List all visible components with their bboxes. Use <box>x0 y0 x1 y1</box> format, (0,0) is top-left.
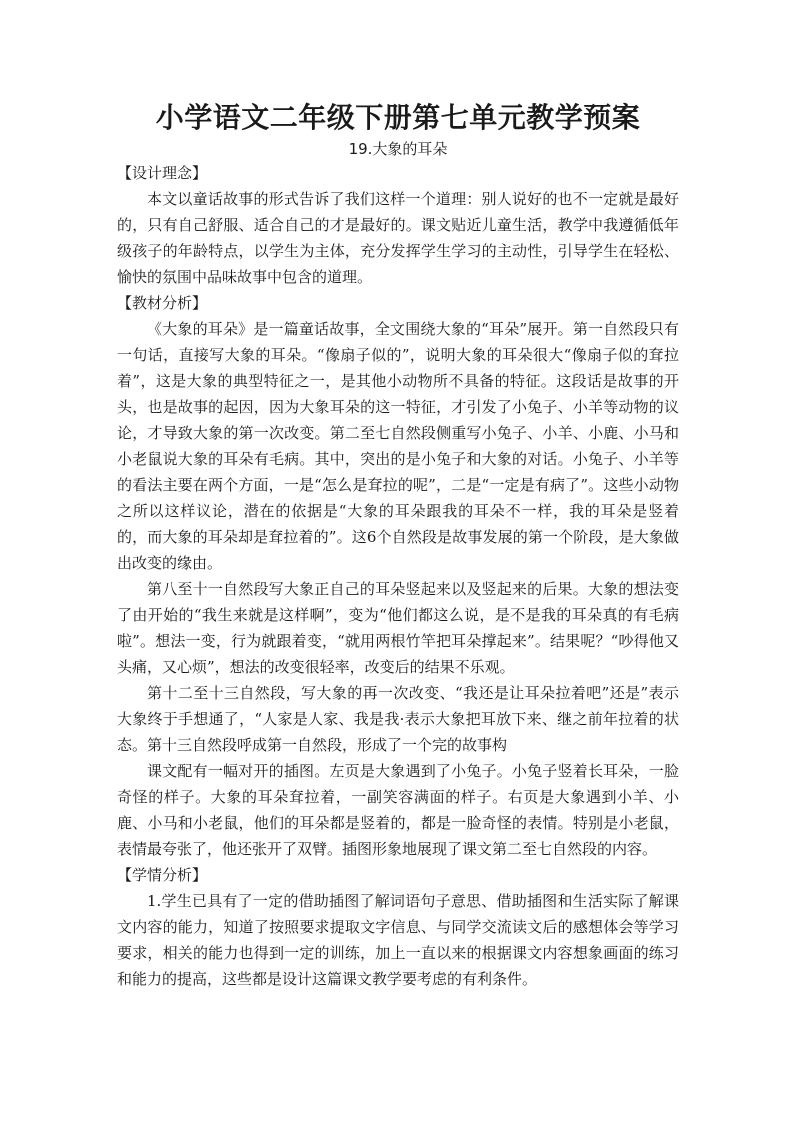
paragraph: 本文以童话故事的形式告诉了我们这样一个道理：别人说好的也不一定就是最好的，只有自己舒服、适合自己的才是最好的。课文贴近儿童生活，教学中我遵循低年级孩子的年龄特点，以学生为主体，充分发挥学生学习的主动性，引导学生在轻松、愉快的氛围中品味故事中包含的道理。 <box>117 190 679 286</box>
paragraph: 《大象的耳朵》是一篇童话故事，全文围绕大象的“耳朵”展开。第一自然段只有一句话，直接写大象的耳朵。“像扇子似的”，说明大象的耳朵很大“像扇子似的耷拉着”，这是大象的典型特征之一，是其他小动物所不具备的特征。这段话是故事的开头，也是故事的起因，因为大象耳朵的这一特征，才引发了小兔子、小羊等动物的议论，才导致大象的第一次改变。第二至七自然段侧重写小兔子、小羊、小鹿、小马和小老鼠说大象的耳朵有毛病。其中，突出的是小兔子和大象的对话。小兔子、小羊等的看法主要在两个方面，一是“怎么是耷拉的呢”，二是“一定是有病了”。这些小动物之所以这样议论，潜在的依据是“大象的耳朵跟我的耳朵不一样，我的耳朵是竖着的，而大象的耳朵却是耷拉着的”。这6个自然段是故事发展的第一个阶段，是大象做出改变的缘由。 <box>117 320 679 572</box>
section-heading-design: 【设计理念】 <box>117 164 208 182</box>
paragraph: 1.学生已具有了一定的借助插图了解词语句子意思、借助插图和生活实际了解课文内容的能力，知道了按照要求提取文字信息、与同学交流读文后的感想体会等学习要求，相关的能力也得到一定的训练，加上一直以来的根据课文内容想象画面的练习和能力的提高，这些都是设计这篇课文教学要考虑的有利条件。 <box>117 892 679 988</box>
paragraph: 第八至十一自然段写大象正自己的耳朵竖起来以及竖起来的后果。大象的想法变了由开始的“我生来就是这样啊”，变为“他们都这么说，是不是我的耳朵真的有毛病啦”。想法一变，行为就跟着变，“就用两根竹竿把耳朵撑起来”。结果呢？“吵得他又头痛，又心烦”，想法的改变很轻率，改变后的结果不乐观。 <box>117 580 679 676</box>
section-heading-material: 【教材分析】 <box>117 294 208 312</box>
paragraph: 课文配有一幅对开的插图。左页是大象遇到了小兔子。小兔子竖着长耳朵，一脸奇怪的样子。大象的耳朵耷拉着，一副笑容满面的样子。右页是大象遇到小羊、小鹿、小马和小老鼠，他们的耳朵都是竖着的，都是一脸奇怪的表情。特别是小老鼠，表情最夸张了，他还张开了双臂。插图形象地展现了课文第二至七自然段的内容。 <box>117 762 679 858</box>
section-heading-learner: 【学情分析】 <box>117 866 208 884</box>
page-title: 小学语文二年级下册第七单元教学预案 <box>155 101 641 134</box>
lesson-subtitle: 19.大象的耳朵 <box>348 140 448 158</box>
paragraph: 第十二至十三自然段，写大象的再一次改变、“我还是让耳朵拉着吧”还是”表示大象终于手想通了，“人家是人家、我是我·表示大象把耳放下来、继之前年拉着的状态。第十三自然段呼成第一自然段，形成了一个完的故事构 <box>117 684 679 754</box>
